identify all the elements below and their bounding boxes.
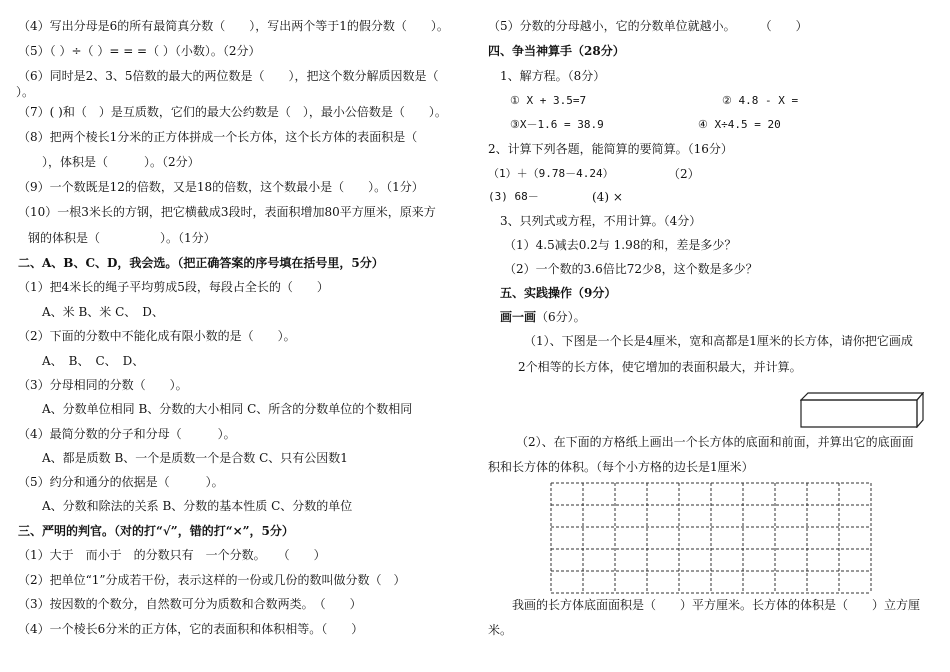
question-fill-4: （4）写出分母是6的所有最简真分数（ ），写出两个等于1的假分数（ ）。: [18, 19, 449, 33]
left-column: [18, 0, 470, 672]
question-fill-10: （10）一根3米长的方钢，把它横截成3段时，表面积增加80平方厘米，原来方: [18, 205, 436, 219]
drawing-heading: [500, 309, 586, 325]
judge-question-5: （5）分数的分母越小，它的分数单位就越小。 （ ）: [488, 19, 808, 33]
choice-question-2: （2）下面的分数中不能化成有限小数的是（ ）。: [18, 329, 296, 343]
question-fill-6: （6）同时是2、3、5倍数的最大的两位数是（ ），把这个数分解质因数是（: [18, 69, 439, 83]
choice-question-4: （4）最简分数的分子和分母（ ）。: [18, 427, 236, 441]
choice-options-4: A、都是质数 B、一个是质数一个是合数 C、只有公因数1: [42, 451, 348, 465]
answer-line: 我画的长方体底面面积是（ ）平方厘米。长方体的体积是（ ）立方厘: [512, 598, 921, 612]
judge-question-3: （3）按因数的个数分，自然数可分为质数和合数两类。 （ ）: [18, 597, 362, 611]
question-fill-5: （5）（ ）÷（ ）= = =（ ）（小数）。（2分）: [18, 44, 261, 58]
question-fill-8: （8）把两个棱长1分米的正方体拼成一个长方体，这个长方体的表面积是（: [18, 130, 418, 144]
drawing-heading-points: （6分）。: [536, 310, 586, 324]
question-fill-8-cont: ），体积是（ ）。（2分）: [42, 155, 200, 169]
equation-2: ② 4.8 - X =: [722, 94, 799, 107]
choice-options-2: A、 B、 C、 D、: [42, 354, 145, 368]
judge-question-2: （2）把单位“1”分成若干份，表示这样的一份或几份的数叫做分数（ ）: [18, 573, 406, 587]
answer-line-cont: 米。: [488, 623, 513, 637]
section-4-heading: 四、争当神算手（28分）: [488, 44, 625, 58]
question-fill-10-cont: 钢的体积是（ ）。（1分）: [28, 231, 216, 245]
word-problem-1: （1）4.5减去0.2与 1.98的和，差是多少？: [504, 238, 737, 252]
drawing-task-1-cont: 2个相等的长方体，使它增加的表面积最大，并计算。: [518, 360, 802, 374]
choice-question-1: （1）把4米长的绳子平均剪成5段，每段占全长的（ ）: [18, 280, 329, 294]
choice-options-3: A、分数单位相同 B、分数的大小相同 C、所含的分数单位的个数相同: [42, 402, 413, 416]
calculation-3: (3) 68－: [488, 190, 539, 203]
judge-question-1: （1）大于 而小于 的分数只有 一个分数。 （ ）: [18, 548, 326, 562]
drawing-task-1: （1）、下图是一个长是4厘米，宽和高都是1厘米的长方体，请你把它画成: [524, 334, 913, 348]
equation-4: ④ X÷4.5 = 20: [698, 118, 781, 131]
choice-question-3: （3）分母相同的分数（ ）。: [18, 378, 188, 392]
cuboid-figure: [800, 392, 924, 428]
drawing-task-2: （2）、在下面的方格纸上画出一个长方体的底面和前面，并算出它的底面面: [516, 435, 914, 449]
choice-options-5: A、分数和除法的关系 B、分数的基本性质 C、分数的单位: [42, 499, 353, 513]
calculation-1: （1）＋（9.78－4.24）: [488, 167, 614, 180]
calculation-4: (4) ×: [592, 190, 623, 204]
choice-question-5: （5）约分和通分的依据是（ ）。: [18, 475, 224, 489]
equations-heading: 1、解方程。（8分）: [500, 69, 606, 83]
drawing-task-2-cont: 积和长方体的体积。（每个小方格的边长是1厘米）: [488, 460, 754, 474]
section-3-heading: 三、严明的判官。（对的打“√”，错的打“×”，5分）: [18, 524, 294, 538]
grid-paper[interactable]: [550, 482, 872, 594]
section-2-heading: 二、A、B、C、D，我会选。（把正确答案的序号填在括号里，5分）: [18, 256, 384, 270]
judge-question-4: （4）一个棱长6分米的正方体，它的表面积和体积相等。（ ）: [18, 622, 364, 636]
word-problem-heading: 3、只列式或方程，不用计算。（4分）: [500, 214, 702, 228]
question-fill-6-cont: ）。: [16, 85, 35, 99]
word-problem-2: （2）一个数的3.6倍比72少8，这个数是多少？: [504, 262, 758, 276]
choice-options-1: A、米 B、米 C、 D、: [42, 305, 164, 319]
drawing-heading-label: 画一画: [500, 310, 537, 324]
calculation-2: （2）: [668, 167, 700, 181]
equation-3: ③X－1.6 = 38.9: [510, 118, 604, 131]
equation-1: ① X + 3.5=7: [510, 94, 587, 107]
question-fill-9: （9）一个数既是12的倍数，又是18的倍数，这个数最小是（ ）。（1分）: [18, 180, 424, 194]
calculation-heading: 2、计算下列各题，能简算的要简算。（16分）: [488, 142, 733, 156]
section-5-heading: 五、实践操作（9分）: [500, 286, 617, 300]
question-fill-7: （7）( )和（ ）是互质数，它们的最大公约数是（ ），最小公倍数是（ ）。: [18, 105, 447, 119]
